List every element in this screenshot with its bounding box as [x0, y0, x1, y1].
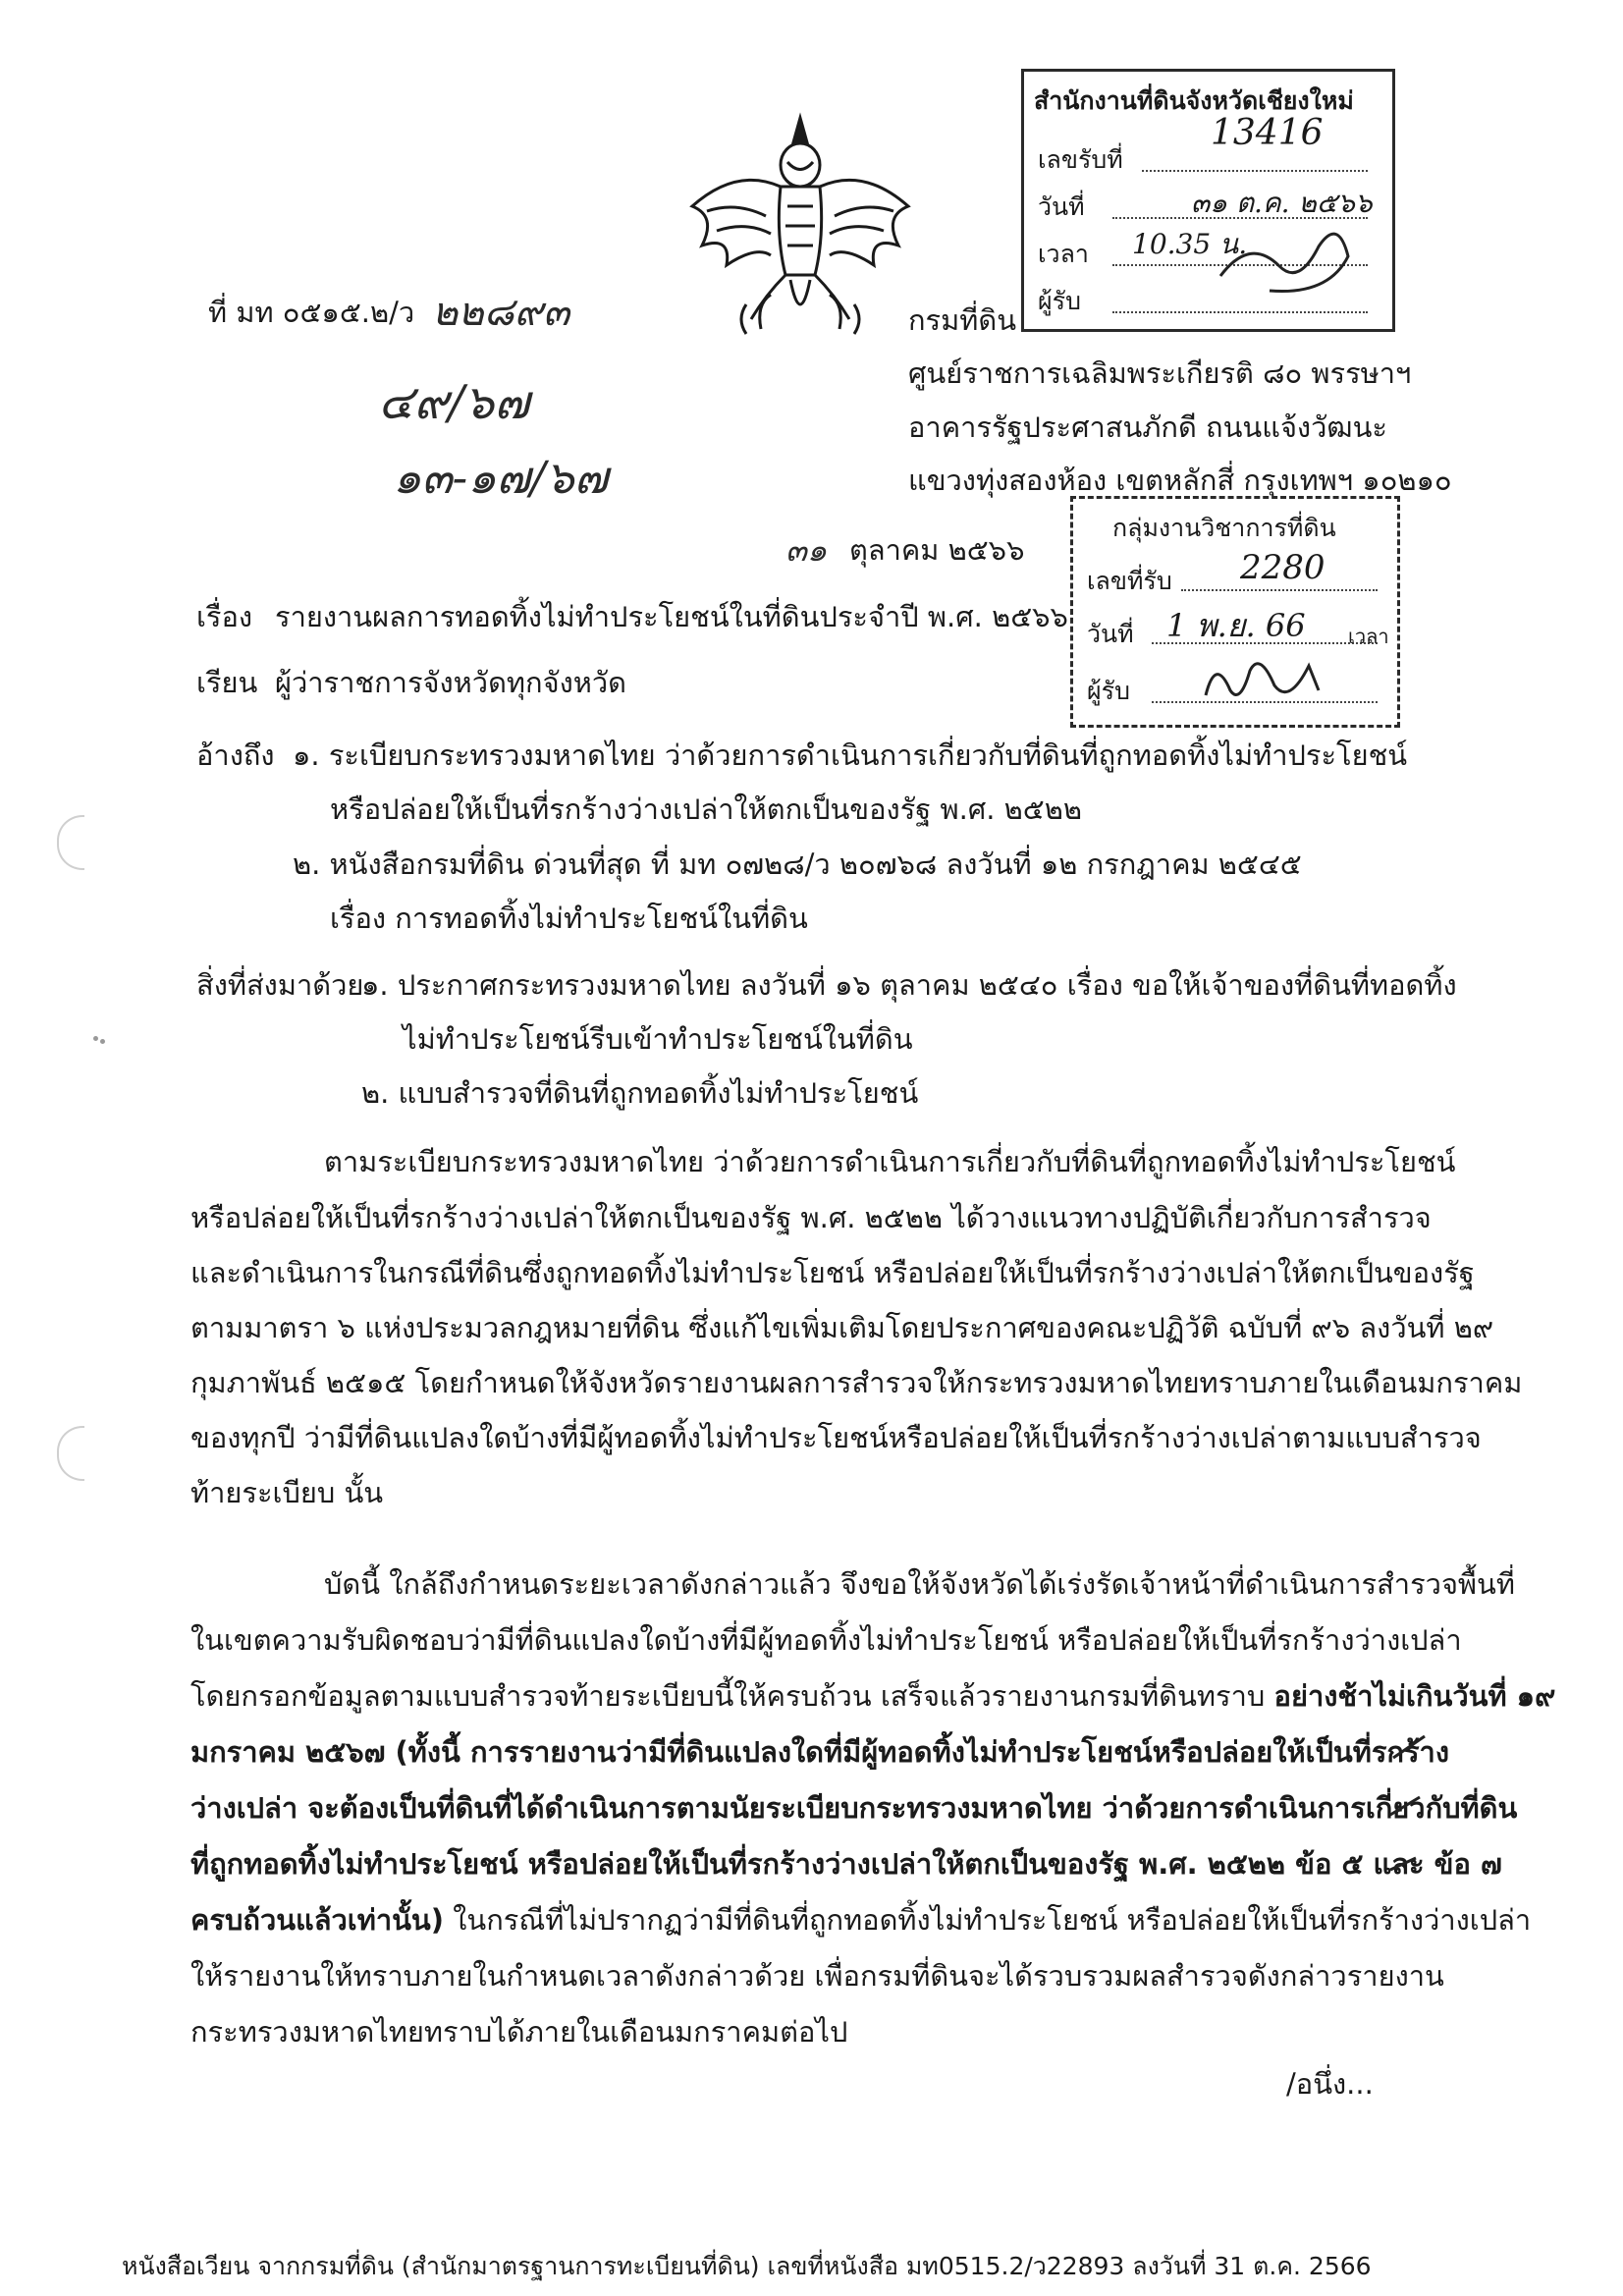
garuda-emblem-icon [677, 108, 923, 344]
paragraph-2-line-5: ว่างเปล่า จะต้องเป็นที่ดินที่ได้ดำเนินการตามนัยระเบียบกระทรวงมหาดไทย ว่าด้วยการดำเนินการเกี่ยวกับที่ดิน [190, 1791, 1518, 1825]
speck [100, 1039, 105, 1044]
paragraph-2-line-9: กระทรวงมหาดไทยทราบได้ภายในเดือนมกราคมต่อไป [190, 2015, 848, 2049]
enclosure-1-line-2: ไม่ทำประโยชน์รีบเข้าทำประโยชน์ในที่ดิน [403, 1022, 913, 1056]
stamp-signature-icon [1211, 217, 1358, 305]
paragraph-2-line-6: ที่ถูกทอดทิ้งไม่ทำประโยชน์ หรือปล่อยให้เป็นที่รกร้างว่างเปล่าให้ตกเป็นของรัฐ พ.ศ. ๒๕๒๒ ข้อ ๕ และ ข้อ ๗ [190, 1847, 1502, 1881]
stamp-label-date: วันที่ [1038, 192, 1085, 221]
stamp2-label-receive-no: เลขที่รับ [1087, 567, 1172, 595]
reference-2-line-2: เรื่อง การทอดทิ้งไม่ทำประโยชน์ในที่ดิน [330, 902, 808, 935]
date-day-handwritten: ๓๑ [785, 531, 828, 569]
stamp-label-receive-no: เลขรับที่ [1038, 145, 1123, 174]
stamp2-receive-no: 2280 [1240, 548, 1325, 587]
stamp2-label-date: วันที่ [1087, 620, 1134, 648]
paragraph-2-line-3b-bold: อย่างช้าไม่เกินวันที่ ๑๙ [1273, 1679, 1556, 1713]
reference-2-line-1: ๒. หนังสือกรมที่ดิน ด่วนที่สุด ที่ มท ๐๗๒๘/ว ๒๐๗๖๘ ลงวันที่ ๑๒ กรกฎาคม ๒๕๔๕ [293, 847, 1302, 881]
to-recipient: ผู้ว่าราชการจังหวัดทุกจังหวัด [275, 666, 626, 699]
paragraph-1-line-1: ตามระเบียบกระทรวงมหาดไทย ว่าด้วยการดำเนินการเกี่ยวกับที่ดินที่ถูกทอดทิ้งไม่ทำประโยชน์ [324, 1145, 1456, 1178]
stamp-label-receiver: ผู้รับ [1038, 287, 1081, 315]
document-date: ตุลาคม ๒๕๖๖ [849, 533, 1025, 567]
paragraph-2-line-1: บัดนี้ ใกล้ถึงกำหนดระยะเวลาดังกล่าวแล้ว จึงขอให้จังหวัดได้เร่งรัดเจ้าหน้าที่ดำเนินการสำรวจพื้นที่ [324, 1567, 1515, 1601]
enclosure-1-line-1: ๑. ประกาศกระทรวงมหาดไทย ลงวันที่ ๑๖ ตุลาคม ๒๕๔๐ เรื่อง ขอให้เจ้าของที่ดินที่ทอดทิ้ง [361, 968, 1457, 1002]
enclosure-label: สิ่งที่ส่งมาด้วย [196, 968, 364, 1002]
subject-label: เรื่อง [196, 600, 253, 633]
paragraph-2-line-2: ในเขตความรับผิดชอบว่ามีที่ดินแปลงใดบ้างที่มีผู้ทอดทิ้งไม่ทำประโยชน์ หรือปล่อยให้เป็นที่รกร้างว่างเปล่า [190, 1623, 1462, 1657]
check-mark-icon [1386, 1844, 1426, 1880]
sender-address-line-3: แขวงทุ่งสองห้อง เขตหลักสี่ กรุงเทพฯ ๑๐๒๑๐ [908, 464, 1452, 497]
reference-1-line-2: หรือปล่อยให้เป็นที่รกร้างว่างเปล่าให้ตกเป็นของรัฐ พ.ศ. ๒๕๒๒ [330, 793, 1082, 826]
punch-hole-bottom [57, 1426, 84, 1481]
paragraph-2-line-8: ให้รายงานให้ทราบภายในกำหนดเวลาดังกล่าวด้วย เพื่อกรมที่ดินจะได้รวบรวมผลสำรวจดังกล่าวรายงาน [190, 1959, 1444, 1993]
stamp2-date: 1 พ.ย. 66 [1166, 607, 1306, 644]
paragraph-1-line-6: ของทุกปี ว่ามีที่ดินแปลงใดบ้างที่มีผู้ทอดทิ้งไม่ทำประโยชน์หรือปล่อยให้เป็นที่รกร้างว่างเปล่าตามแบบสำรวจ [190, 1421, 1482, 1454]
paragraph-2-line-4: มกราคม ๒๕๖๗ (ทั้งนี้ การรายงานว่ามีที่ดินแปลงใดที่มีผู้ทอดทิ้งไม่ทำประโยชน์หรือปล่อยให้เป็นที่รกร้าง [190, 1735, 1449, 1769]
paragraph-1-line-4: ตามมาตรา ๖ แห่งประมวลกฎหมายที่ดิน ซึ่งแก้ไขเพิ่มเติมโดยประกาศของคณะปฏิวัติ ฉบับที่ ๙๖ ลงวันที่ ๒๙ [190, 1311, 1494, 1344]
continued-marker: /อนึ่ง... [1286, 2067, 1374, 2101]
sender-address-line-1: ศูนย์ราชการเฉลิมพระเกียรติ ๘๐ พรรษาฯ [908, 356, 1412, 390]
paragraph-2-line-7 [190, 1900, 1531, 1940]
doc-number: ที่ มท ๐๕๑๕.๒/ว [208, 296, 415, 329]
stamp-date: ๓๑ ต.ค. ๒๕๖๖ [1191, 187, 1373, 219]
stamp2-label-receiver: ผู้รับ [1087, 677, 1130, 705]
paragraph-2-line-7b: ในกรณีที่ไม่ปรากฏว่ามีที่ดินที่ถูกทอดทิ้งไม่ทำประโยชน์ หรือปล่อยให้เป็นที่รกร้างว่างเปล่า [444, 1903, 1532, 1937]
sender-address-line-2: อาคารรัฐประศาสนภักดี ถนนแจ้งวัฒนะ [908, 410, 1387, 444]
sender-dept: กรมที่ดิน [908, 303, 1017, 337]
stamp-time: 10.35 น. [1132, 228, 1248, 260]
paragraph-2-line-3a: โดยกรอกข้อมูลตามแบบสำรวจท้ายระเบียบนี้ให้ครบถ้วน เสร็จแล้วรายงานกรมที่ดินทราบ [190, 1679, 1274, 1713]
reference-label: อ้างถึง [196, 738, 275, 772]
doc-number-handwritten: ๒๒๘๙๓ [432, 290, 570, 335]
stamp-receive-no: 13416 [1211, 113, 1324, 153]
receiving-stamp-provincial [1021, 69, 1395, 332]
receiving-stamp-academic [1070, 496, 1400, 728]
to-label: เรียน [196, 666, 258, 699]
stamp2-signature-icon [1201, 646, 1328, 715]
stamp2-label-time: เวลา [1348, 625, 1389, 648]
check-mark-icon [1386, 1787, 1426, 1823]
subject: รายงานผลการทอดทิ้งไม่ทำประโยชน์ในที่ดินประจำปี พ.ศ. ๒๕๖๖ [275, 600, 1068, 633]
reference-1-line-1: ๑. ระเบียบกระทรวงมหาดไทย ว่าด้วยการดำเนินการเกี่ยวกับที่ดินที่ถูกทอดทิ้งไม่ทำประโยชน์ [293, 738, 1408, 772]
paragraph-2-line-7a-bold: ครบถ้วนแล้วเท่านั้น) [190, 1903, 445, 1937]
stamp-label-time: เวลา [1038, 240, 1089, 268]
paragraph-1-line-5: กุมภาพันธ์ ๒๕๑๕ โดยกำหนดให้จังหวัดรายงานผลการสำรวจให้กระทรวงมหาดไทยทราบภายในเดือนมกราคม [190, 1366, 1523, 1399]
punch-hole-top [57, 815, 84, 870]
stamp-title: สำนักงานที่ดินจังหวัดเชียงใหม่ [1034, 86, 1354, 115]
paragraph-1-line-3: และดำเนินการในกรณีที่ดินซึ่งถูกทอดทิ้งไม่ทำประโยชน์ หรือปล่อยให้เป็นที่รกร้างว่างเปล่าให้ตกเป็นของรัฐ [190, 1256, 1475, 1289]
speck [93, 1036, 98, 1041]
footer-note: หนังสือเวียน จากกรมที่ดิน (สำนักมาตรฐานการทะเบียนที่ดิน) เลขที่หนังสือ มท0515.2/ว22893 ลงวันที่ 31 ต.ค. 2566 [122, 2252, 1372, 2280]
paragraph-2-line-3 [190, 1676, 1555, 1716]
handwritten-note-2: ๑๓-๑๗/๖๗ [393, 451, 609, 504]
paragraph-1-line-2: หรือปล่อยให้เป็นที่รกร้างว่างเปล่าให้ตกเป็นของรัฐ พ.ศ. ๒๕๒๒ ได้วางแนวทางปฏิบัติเกี่ยวกับการสำรวจ [190, 1201, 1432, 1234]
handwritten-note-1: ๔๙/๖๗ [378, 375, 530, 430]
stamp2-title: กลุ่มงานวิชาการที่ดิน [1112, 514, 1336, 542]
check-mark-icon [1389, 1728, 1429, 1764]
enclosure-2: ๒. แบบสำรวจที่ดินที่ถูกทอดทิ้งไม่ทำประโยชน์ [361, 1076, 919, 1110]
paragraph-1-line-7: ท้ายระเบียบ นั้น [190, 1476, 384, 1509]
